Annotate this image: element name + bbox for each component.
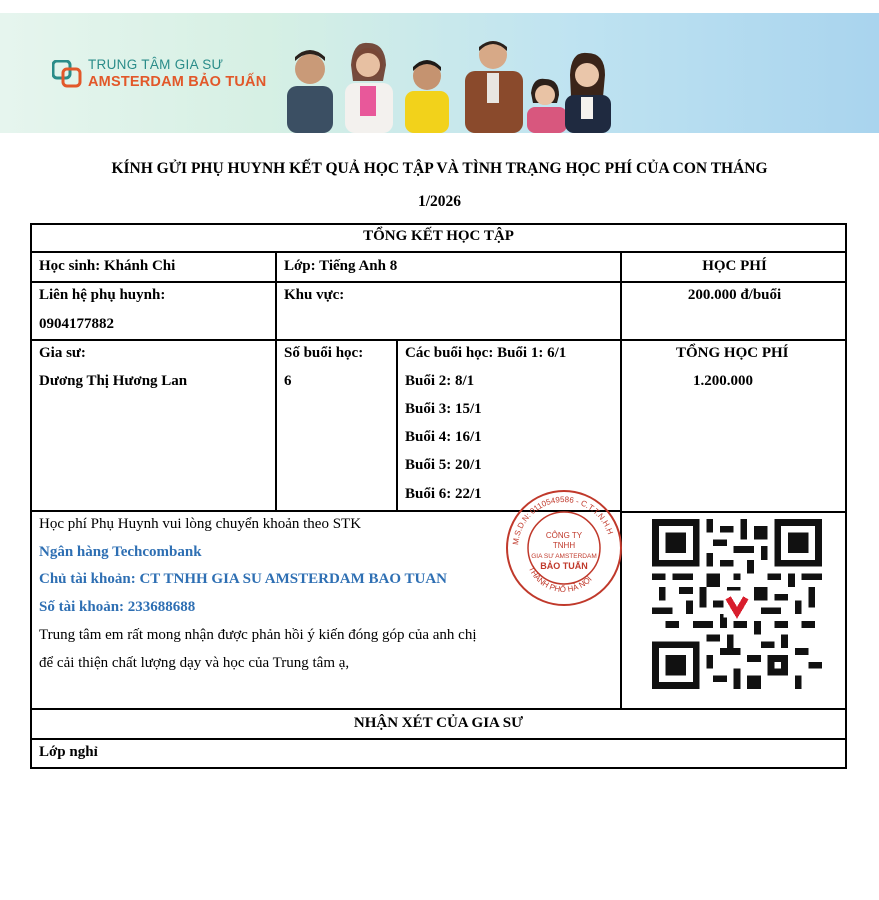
table-border-left xyxy=(30,223,32,769)
qr-code xyxy=(652,515,822,693)
summary-header: TỔNG KẾT HỌC TẬP xyxy=(363,228,514,244)
fee-per-session: 200.000 đ/buổi xyxy=(687,287,782,303)
center-logo-icon xyxy=(52,60,82,88)
session-item: Buổi 4: 16/1 xyxy=(405,429,482,445)
feedback-note: để cải thiện chất lượng dạy và học của Trung tâm ạ, xyxy=(39,655,350,671)
sessions-count-label: Số buổi học: xyxy=(284,345,364,361)
parent-contact-label: Liên hệ phụ huynh: xyxy=(39,287,166,303)
table-line xyxy=(30,251,847,253)
session-item: Buổi 3: 15/1 xyxy=(405,401,482,417)
stamp-line: TNHH xyxy=(552,541,576,550)
session-item: Buổi 2: 8/1 xyxy=(405,373,475,389)
payment-instruction: Học phí Phụ Huynh vui lòng chuyển khoản theo STK xyxy=(39,516,362,532)
table-col-divider xyxy=(396,339,398,511)
brand-line-2: AMSTERDAM BẢO TUẤN xyxy=(88,74,267,90)
table-col-divider xyxy=(620,251,622,709)
stamp-city-text: THÀNH PHỐ HÀ NỘI xyxy=(526,565,594,595)
student-name: Học sinh: Khánh Chi xyxy=(39,258,176,274)
stamp-line: CÔNG TY xyxy=(545,531,583,540)
stamp-line: GIA SƯ AMSTERDAM xyxy=(531,553,597,560)
table-col-divider xyxy=(275,251,277,511)
session-item: Buổi 5: 20/1 xyxy=(405,457,482,473)
table-line xyxy=(30,738,847,740)
total-fee-value: 1.200.000 xyxy=(693,373,753,389)
table-line xyxy=(30,281,847,283)
fee-header: HỌC PHÍ xyxy=(702,258,767,274)
class-name: Lớp: Tiếng Anh 8 xyxy=(284,258,398,274)
banner-people-image xyxy=(265,31,615,133)
table-line xyxy=(30,708,847,710)
brand-line-1: TRUNG TÂM GIA SƯ xyxy=(88,57,224,72)
table-line xyxy=(30,339,847,341)
table-border-bottom xyxy=(30,767,847,769)
report-title: KÍNH GỬI PHỤ HUYNH KẾT QUẢ HỌC TẬP VÀ TÌNH TRẠNG HỌC PHÍ CỦA CON THÁNG xyxy=(111,160,768,177)
table-border-right xyxy=(845,223,847,769)
account-holder: Chủ tài khoản: CT TNHH GIA SU AMSTERDAM BAO TUAN xyxy=(39,571,448,587)
company-stamp xyxy=(504,488,624,608)
session-item: Các buổi học: Buổi 1: 6/1 xyxy=(405,345,567,361)
tutor-name: Dương Thị Hương Lan xyxy=(39,373,188,389)
header-banner xyxy=(0,13,879,133)
account-number: Số tài khoản: 233688688 xyxy=(39,599,196,615)
parent-phone: 0904177882 xyxy=(39,316,114,332)
area-label: Khu vực: xyxy=(284,287,345,303)
total-fee-label: TỔNG HỌC PHÍ xyxy=(676,345,789,361)
stamp-ring-text: M.S.D.N: 0110549586 - C.T.T.N.H.H xyxy=(511,494,615,546)
stamp-line: BẢO TUẤN xyxy=(540,561,588,571)
feedback-note: Trung tâm em rất mong nhận được phản hồi ý kiến đóng góp của anh chị xyxy=(39,627,477,643)
session-item: Buổi 6: 22/1 xyxy=(405,486,482,502)
tutor-comment-header: NHẬN XÉT CỦA GIA SƯ xyxy=(353,715,524,731)
report-title-month: 1/2026 xyxy=(417,193,462,210)
table-border-top xyxy=(30,223,847,225)
tutor-label: Gia sư: xyxy=(39,345,86,361)
summary-table xyxy=(30,223,847,769)
table-line xyxy=(620,511,847,513)
bank-name: Ngân hàng Techcombank xyxy=(39,544,202,560)
sessions-count: 6 xyxy=(284,373,292,389)
tutor-comment: Lớp nghỉ xyxy=(39,744,98,760)
